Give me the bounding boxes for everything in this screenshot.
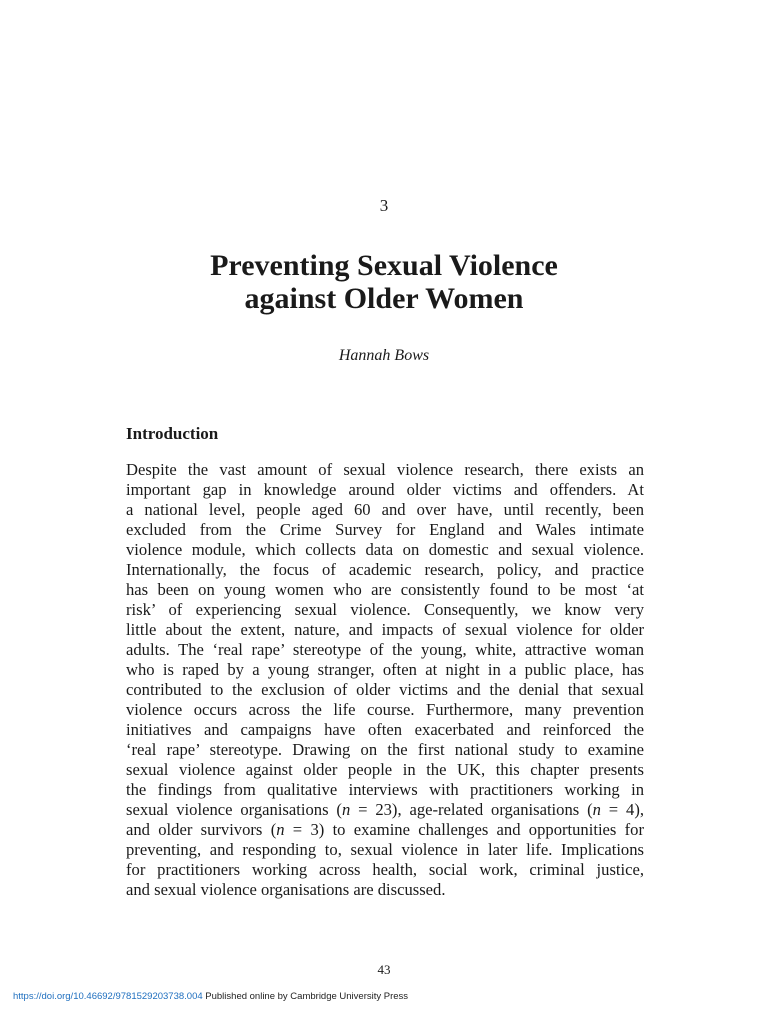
paragraph-line: Internationally, the focus of academic research, policy, and practice: [126, 560, 644, 579]
publisher-note: Published online by Cambridge University Press: [202, 991, 409, 1002]
paragraph-line: initiatives and campaigns have often exacerbated and reinforced the: [126, 720, 644, 739]
paragraph-line: the findings from qualitative interviews with practitioners working in: [126, 780, 644, 799]
page-number: 43: [377, 962, 391, 977]
chapter-title: [100, 249, 668, 315]
doi-link[interactable]: https://doi.org/10.46692/9781529203738.004: [13, 991, 203, 1002]
paragraph-line: has been on young women who are consistently found to be most ‘at: [126, 580, 644, 599]
paragraph-line: preventing, and responding to, sexual violence in later life. Implications: [126, 840, 644, 859]
paragraph-line: sexual violence against older people in the UK, this chapter presents: [126, 760, 644, 779]
paragraph-line: contributed to the exclusion of older victims and the denial that sexual: [126, 680, 644, 699]
author-name: Hannah Bows: [338, 347, 430, 364]
paragraph-line: Despite the vast amount of sexual violence research, there exists an: [126, 460, 644, 479]
paragraph-line: and older survivors (n = 3) to examine challenges and opportunities for: [126, 820, 645, 839]
paragraph-line: sexual violence organisations (n = 23), age-related organisations (n = 4),: [126, 800, 644, 819]
chapter-number: 3: [379, 196, 389, 215]
paragraph-line: ‘real rape’ stereotype. Drawing on the first national study to examine: [126, 740, 644, 759]
paragraph-line: violence module, which collects data on domestic and sexual violence.: [126, 540, 644, 559]
paragraph-line: and sexual violence organisations are discussed.: [126, 880, 446, 899]
chapter-title-line: against Older Women: [244, 282, 524, 315]
footer: [13, 991, 408, 1002]
paragraph-line: excluded from the Crime Survey for England and Wales intimate: [126, 520, 644, 539]
paragraph-line: a national level, people aged 60 and over have, until recently, been: [126, 500, 644, 519]
paragraph-line: risk’ of experiencing sexual violence. Consequently, we know very: [126, 600, 644, 619]
chapter-title-line: Preventing Sexual Violence: [210, 249, 558, 282]
paragraph-line: important gap in knowledge around older victims and offenders. At: [126, 480, 644, 499]
paragraph-line: for practitioners working across health, social work, criminal justice,: [126, 860, 644, 879]
paragraph-line: violence occurs across the life course. Furthermore, many prevention: [126, 700, 644, 719]
paragraph-line: adults. The ‘real rape’ stereotype of the young, white, attractive woman: [126, 640, 644, 659]
paragraph-line: who is raped by a young stranger, often at night in a public place, has: [126, 660, 644, 679]
body-paragraph: [126, 460, 644, 900]
paragraph-line: little about the extent, nature, and impacts of sexual violence for older: [126, 620, 644, 639]
section-heading: Introduction: [126, 424, 219, 443]
